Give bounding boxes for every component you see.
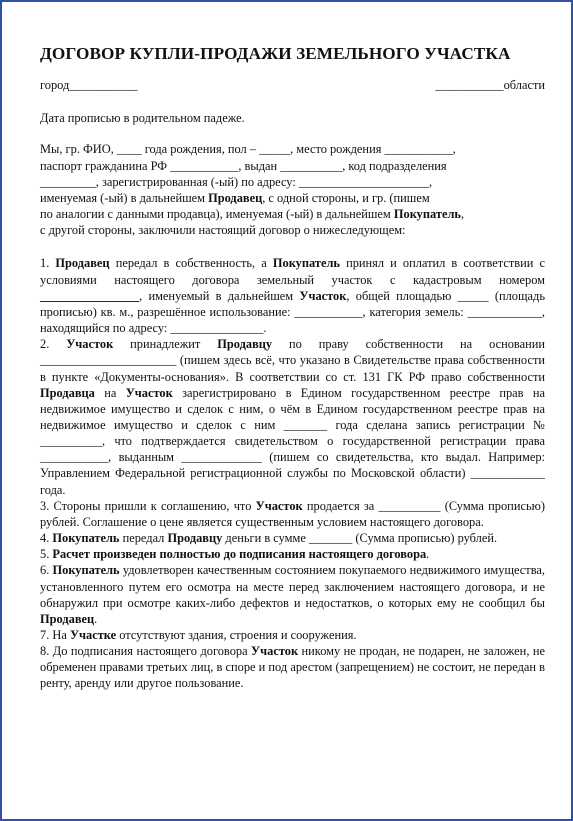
date-line: Дата прописью в родительном падеже. — [40, 111, 245, 126]
preamble-line: с другой стороны, заключили настоящий договор о нижеследующем: — [40, 223, 406, 238]
preamble — [40, 141, 545, 238]
clause-5: 5. Расчет произведен полностью до подписания настоящего договора. — [40, 547, 430, 562]
preamble-line: именуемая (-ый) в дальнейшем Продавец, с одной стороны, и гр. (пишем — [40, 190, 430, 205]
clause-3: 3. Стороны пришли к соглашению, что Участок продается за __________ (Сумма прописью) рублей. Соглашение о цене является существенным условием настоящего договора. — [40, 498, 545, 529]
clause-6: 6. Покупатель удовлетворен качественным состоянием покупаемого недвижимого имущества, установленного путем его осмотра на месте перед заключением настоящего договора, и не обнаружил при осмотре каких-либо дефектов и недостатков, о которых ему не сообщил бы Продавец. — [40, 563, 545, 626]
city-region-row — [40, 77, 545, 93]
city-field: город___________ — [40, 78, 138, 93]
document-title: ДОГОВОР КУПЛИ-ПРОДАЖИ ЗЕМЕЛЬНОГО УЧАСТКА — [40, 44, 511, 63]
preamble-line: Мы, гр. ФИО, ____ года рождения, пол – _____, место рождения ___________, — [40, 142, 456, 157]
preamble-line: по аналогии с данными продавца), именуемая (-ый) в дальнейшем Покупатель, — [40, 207, 465, 222]
document-page — [40, 46, 545, 811]
clause-8: 8. До подписания настоящего договора Участок никому не продан, не подарен, не заложен, не обременен правами третьих лиц, в споре и под арестом (запрещением) не состоит, не передан в ренту, аренду или другое пользование. — [40, 644, 546, 691]
preamble-line: _________, зарегистрированная (-ый) по адресу: _____________________, — [40, 174, 433, 189]
clause-2: 2. Участок принадлежит Продавцу по праву собственности на основании ______________________ (пишем здесь всё, что указано в Свидетельстве права собственности в пункте «Документы-основания». В соответствии со ст. 131 ГК РФ право собственности Продавца на Участок зарегистрировано в Едином государственном реестре прав на недвижимое имущество и сделок с ним, о чём в Едином государственном реестре прав на недвижимое имущество и сделок с ним _______ года сделана запись регистрации № __________, что подтверждается свидетельством о государственной регистрации права ___________, выданным _____________ (пишем со свидетельства, кто выдал. Например: Управлением Федеральной регистрационной службы по Московской области) ____________ года. — [40, 337, 546, 497]
clause-4: 4. Покупатель передал Продавцу деньги в сумме _______ (Сумма прописью) рублей. — [40, 531, 498, 546]
spacer — [40, 238, 545, 255]
clause-7: 7. На Участке отсутствуют здания, строения и сооружения. — [40, 628, 357, 642]
clause-1: 1. Продавец передал в собственность, а Покупатель принял и оплатил в соответствии с условиями настоящего договора земельный участок с кадастровым номером ________________, именуемый в дальнейшем Участок, общей площадью _____ (площадь прописью) кв. м., разрешённое использование: ___________, категория земель: ____________, находящийся по адресу: _______________. — [40, 256, 546, 336]
region-field: ___________области — [435, 78, 545, 93]
spacer — [40, 126, 545, 141]
preamble-line: паспорт гражданина РФ ___________, выдан __________, код подразделения — [40, 158, 447, 173]
